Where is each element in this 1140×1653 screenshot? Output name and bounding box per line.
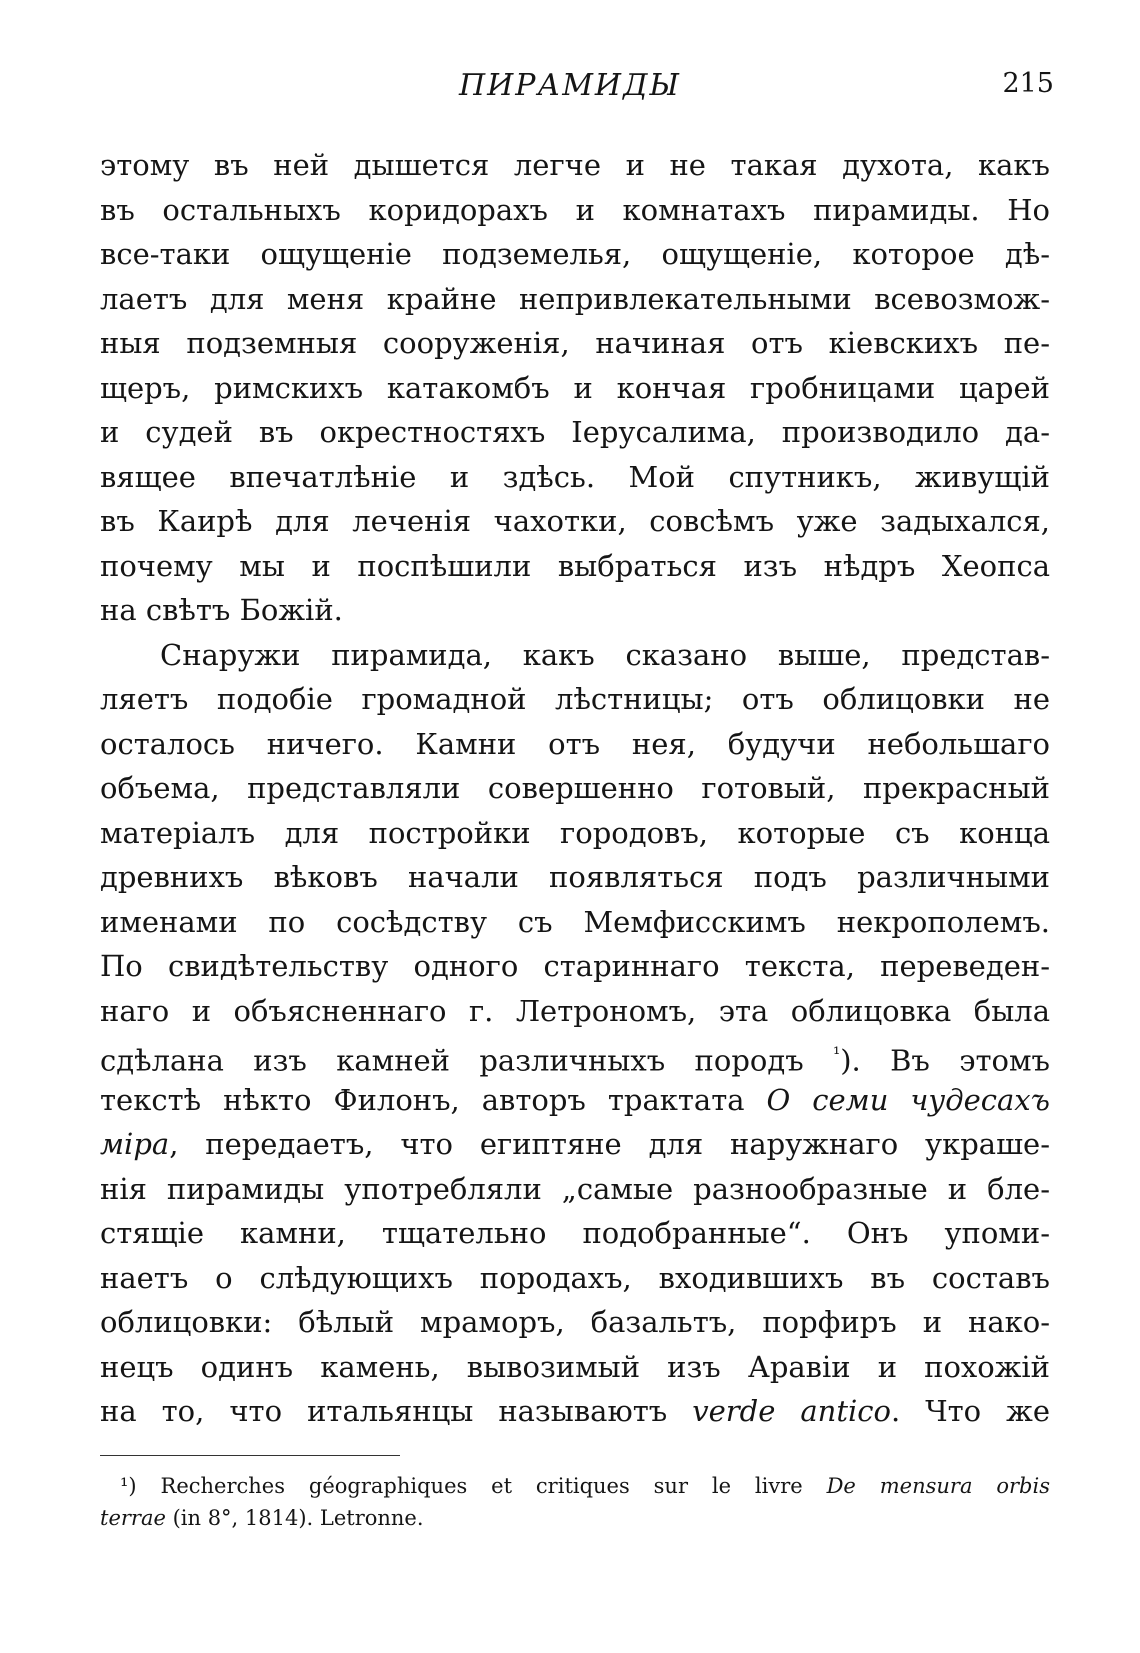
text-line: почему мы и поспѣшили выбраться изъ нѣдръ Хеопса: [100, 548, 1050, 583]
text-line: древнихъ вѣковъ начали появляться подъ различными: [100, 860, 1050, 894]
text-line: матеріалъ для постройки городовъ, которые съ конца: [100, 815, 1050, 850]
text-segment: , передаетъ, что египтяне для наружнаго украше-: [169, 1127, 1050, 1161]
text-line: [100, 1122, 1050, 1167]
text-line: [100, 1078, 1050, 1123]
text-line: лаетъ для меня крайне непривлекательными всевозмож-: [100, 281, 1050, 316]
footnote-divider: [100, 1455, 400, 1456]
text-segment: сдѣлана изъ камней различныхъ породъ: [100, 1043, 834, 1078]
footnote-line: [100, 1470, 1050, 1502]
text-line: нія пирамиды употребляли „самые разнообразные и бле-: [100, 1171, 1050, 1206]
text-line: щеръ, римскихъ катакомбъ и кончая гробницами царей: [100, 370, 1050, 405]
work-title: terrae: [100, 1506, 166, 1530]
footnote-line: [100, 1502, 1050, 1534]
text-segment: . Что же: [890, 1394, 1050, 1428]
text-line: въ Каирѣ для леченія чахотки, совсѣмъ уже задыхался,: [100, 504, 1050, 538]
footnote: [100, 1470, 1050, 1534]
text-line: ляетъ подобіе громадной лѣстницы; отъ облицовки не: [100, 682, 1050, 716]
footnote-text: Recherches géographiques et critiques sur le livre: [136, 1474, 827, 1498]
text-line: стящіе камни, тщательно подобранные“. Онъ упоми-: [100, 1216, 1050, 1250]
italic-phrase: verde antico: [692, 1394, 891, 1428]
text-line: [100, 1033, 1050, 1078]
text-line: [100, 1389, 1050, 1434]
page-number: 215: [1002, 68, 1054, 99]
text-line: на свѣтъ Божій.: [100, 593, 343, 627]
text-segment: ). Въ этомъ: [840, 1043, 1050, 1078]
work-title: міра: [100, 1127, 170, 1161]
text-line: именами по сосѣдству съ Мемфисскимъ некрополемъ.: [100, 904, 1050, 939]
text-line: ныя подземныя сооруженія, начиная отъ кіевскихъ пе-: [100, 326, 1050, 360]
text-line: вящее впечатлѣніе и здѣсь. Мой спутникъ, живущій: [100, 459, 1050, 494]
footnote-text: (in 8°, 1814). Letronne.: [165, 1506, 424, 1530]
text-line: наго и объясненнаго г. Летрономъ, эта облицовка была: [100, 993, 1050, 1028]
footnote-marker: ¹): [120, 1474, 137, 1498]
text-line: Снаружи пирамида, какъ сказано выше, представ-: [160, 637, 1050, 672]
text-line: въ остальныхъ коридорахъ и комнатахъ пирамиды. Но: [100, 192, 1050, 227]
running-title: ПИРАМИДЫ: [458, 68, 681, 103]
text-line: облицовки: бѣлый мраморъ, базальтъ, порфиръ и нако-: [100, 1305, 1050, 1339]
text-line: все-таки ощущеніе подземелья, ощущеніе, которое дѣ-: [100, 237, 1050, 271]
text-segment: на то, что итальянцы называютъ: [100, 1394, 693, 1428]
text-line: нецъ одинъ камень, вывозимый изъ Аравіи и похожій: [100, 1349, 1050, 1384]
text-line: наетъ о слѣдующихъ породахъ, входившихъ въ составъ: [100, 1260, 1050, 1295]
text-segment: текстѣ нѣкто Филонъ, авторъ трактата: [100, 1082, 767, 1117]
text-line: этому въ ней дышется легче и не такая духота, какъ: [100, 148, 1050, 182]
text-line: и судей въ окрестностяхъ Іерусалима, производило да-: [100, 415, 1050, 449]
work-title: О семи чудесахъ: [766, 1082, 1050, 1117]
footnote-ref: ¹: [833, 1044, 841, 1065]
body-text: [100, 143, 1050, 1434]
text-line: осталось ничего. Камни отъ нея, будучи небольшаго: [100, 726, 1050, 761]
work-title: De mensura orbis: [826, 1474, 1050, 1498]
text-line: По свидѣтельству одного стариннаго текста, переведен-: [100, 949, 1050, 983]
text-line: объема, представляли совершенно готовый, прекрасный: [100, 771, 1050, 805]
